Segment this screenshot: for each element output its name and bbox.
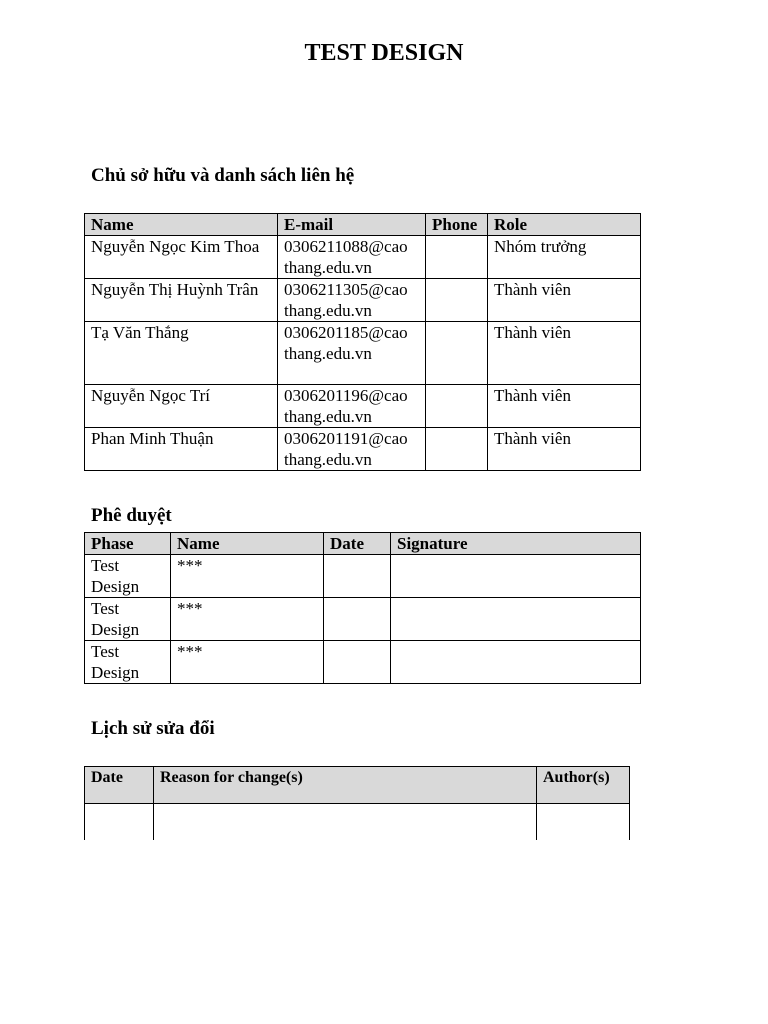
col-reason: Reason for change(s) <box>154 767 537 804</box>
table-row <box>85 598 641 641</box>
history-header-row <box>85 767 630 804</box>
email-line: 0306201196@cao <box>284 386 408 405</box>
owners-header-row <box>85 214 641 236</box>
email-line: thang.edu.vn <box>284 258 372 277</box>
col-author: Author(s) <box>537 767 630 804</box>
member-phone <box>426 236 488 279</box>
member-role: Thành viên <box>488 279 641 322</box>
approval-date <box>324 555 391 598</box>
history-date <box>85 804 154 841</box>
table-row <box>85 279 641 322</box>
email-line: thang.edu.vn <box>284 344 372 363</box>
table-row <box>85 236 641 279</box>
phase <box>85 555 171 598</box>
col-phone: Phone <box>426 214 488 236</box>
revision-history-table <box>84 766 630 840</box>
history-heading: Lịch sử sửa đổi <box>91 718 215 739</box>
approval-heading: Phê duyệt <box>91 505 172 526</box>
col-phase: Phase <box>85 533 171 555</box>
member-role: Thành viên <box>488 385 641 428</box>
document-title: TEST DESIGN <box>304 40 464 66</box>
member-role: Thành viên <box>488 322 641 385</box>
member-email <box>278 279 426 322</box>
approval-date <box>324 598 391 641</box>
col-date: Date <box>85 767 154 804</box>
history-author <box>537 804 630 841</box>
col-name: Name <box>171 533 324 555</box>
phase-line: Test <box>91 642 120 661</box>
phase-line: Test <box>91 556 120 575</box>
table-row <box>85 385 641 428</box>
page-cutoff <box>0 840 768 1024</box>
approval-date <box>324 641 391 684</box>
approver-name: *** <box>171 598 324 641</box>
table-row <box>85 641 641 684</box>
table-row <box>85 804 630 841</box>
member-name: Phan Minh Thuận <box>85 428 278 471</box>
col-email: E-mail <box>278 214 426 236</box>
member-name: Nguyễn Ngọc Trí <box>85 385 278 428</box>
signature <box>391 598 641 641</box>
member-name: Nguyễn Thị Huỳnh Trân <box>85 279 278 322</box>
email-line: thang.edu.vn <box>284 301 372 320</box>
member-email <box>278 428 426 471</box>
table-row <box>85 322 641 385</box>
approver-name: *** <box>171 555 324 598</box>
member-name: Tạ Văn Thắng <box>85 322 278 385</box>
member-role: Nhóm trưởng <box>488 236 641 279</box>
member-email <box>278 385 426 428</box>
phase <box>85 598 171 641</box>
col-role: Role <box>488 214 641 236</box>
member-phone <box>426 322 488 385</box>
email-line: 0306201191@cao <box>284 429 408 448</box>
approval-table <box>84 532 641 684</box>
email-line: thang.edu.vn <box>284 450 372 469</box>
member-name: Nguyễn Ngọc Kim Thoa <box>85 236 278 279</box>
col-date: Date <box>324 533 391 555</box>
signature <box>391 555 641 598</box>
phase-line: Design <box>91 620 140 639</box>
phase-line: Test <box>91 599 120 618</box>
signature <box>391 641 641 684</box>
email-line: 0306211088@cao <box>284 237 408 256</box>
member-role: Thành viên <box>488 428 641 471</box>
col-name: Name <box>85 214 278 236</box>
email-line: 0306211305@cao <box>284 280 408 299</box>
owners-table <box>84 213 641 471</box>
member-email <box>278 322 426 385</box>
member-phone <box>426 279 488 322</box>
email-line: 0306201185@cao <box>284 323 408 342</box>
approver-name: *** <box>171 641 324 684</box>
email-line: thang.edu.vn <box>284 407 372 426</box>
member-phone <box>426 428 488 471</box>
phase-line: Design <box>91 577 140 596</box>
phase <box>85 641 171 684</box>
table-row <box>85 428 641 471</box>
member-email <box>278 236 426 279</box>
owners-heading: Chủ sở hữu và danh sách liên hệ <box>91 165 355 186</box>
member-phone <box>426 385 488 428</box>
approval-header-row <box>85 533 641 555</box>
table-row <box>85 555 641 598</box>
col-signature: Signature <box>391 533 641 555</box>
history-reason <box>154 804 537 841</box>
phase-line: Design <box>91 663 140 682</box>
